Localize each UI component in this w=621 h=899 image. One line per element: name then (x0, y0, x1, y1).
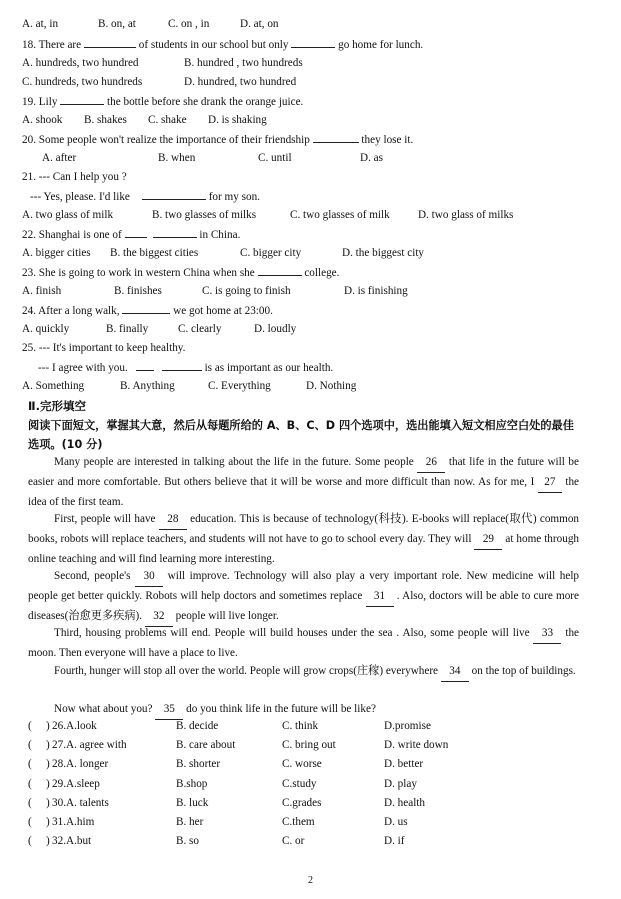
q21-stem: 21. --- Can I help you ? (22, 171, 127, 183)
passage-text: Fourth, hunger will stop all over the world. People will grow crops(庄稼) everywhere (54, 665, 439, 677)
blank-number: 29 (474, 530, 502, 550)
answer-option-b: B. so (176, 835, 200, 848)
blank (162, 360, 202, 371)
q19-option-a: A. shook (22, 114, 63, 126)
passage-text: Third, housing problems will end. People will build houses under the sea . Also, some people will live (54, 627, 530, 639)
passage-paragraph-6 (28, 700, 579, 720)
answer-option-d: D. play (384, 777, 417, 790)
q20-stem (22, 132, 599, 147)
passage-text: Now what about you? (54, 703, 153, 715)
q25-option-b: B. Anything (120, 380, 175, 392)
answer-row (28, 720, 581, 736)
q22-stem (22, 227, 599, 242)
q25-option-a: A. Something (22, 380, 85, 392)
blank (136, 360, 154, 371)
answer-option-d: D. health (384, 796, 426, 809)
answer-option-a: 26.A.look (52, 720, 97, 732)
blank-number: 30 (135, 567, 163, 587)
q20-stem-part: 20. Some people won't realize the importance of their friendship (22, 134, 313, 146)
passage-text: First, people will have (54, 513, 156, 525)
passage-paragraph-3 (28, 567, 579, 627)
q19-options (22, 113, 599, 127)
passage-text: education. This is because of technology(科技). E-books will replace(取代) common books, robots will replace teachers, and students will not have to go to school every day. They will (28, 513, 580, 545)
q24-stem-part: we got home at 23:00. (170, 305, 273, 317)
section-instructions: 阅读下面短文，掌握其大意，然后从每题所给的 A、B、C、D 四个选项中，选出能填入短文相应空白处的最佳选项。(10 分) (28, 419, 574, 451)
answer-option-b: B. her (176, 816, 204, 828)
blank (60, 94, 104, 105)
q21-options (22, 208, 599, 222)
answer-open-bracket: ( (28, 796, 32, 809)
q25-stem-part: is as important as our health. (201, 362, 334, 374)
q20-option-d: D. as (360, 152, 383, 164)
answer-open-bracket: ( (28, 816, 32, 828)
q23-stem (22, 265, 599, 280)
q20-option-b: B. when (158, 152, 196, 164)
answer-open-bracket: ( (28, 777, 32, 790)
answer-option-a: 27.A. agree with (52, 739, 127, 752)
answer-option-b: B. care about (176, 739, 236, 752)
q18-options-row1 (22, 56, 599, 70)
answer-option-c: C. or (282, 835, 305, 848)
q25-option-d: D. Nothing (306, 380, 357, 392)
q23-option-d: D. is finishing (344, 285, 408, 297)
q20-options (22, 151, 599, 165)
answer-row (28, 758, 581, 774)
q25-stem-part: --- I agree with you. (38, 362, 128, 374)
q24-stem-part: 24. After a long walk, (22, 305, 123, 317)
answer-option-b: B.shop (176, 777, 208, 790)
q22-option-b: B. the biggest cities (110, 247, 199, 259)
answer-option-b: B. luck (176, 796, 209, 809)
q23-option-c: C. is going to finish (202, 285, 291, 297)
blank-number: 34 (441, 662, 469, 682)
passage-paragraph-2 (28, 510, 579, 569)
answer-option-b: B. decide (176, 720, 219, 732)
q24-option-c: C. clearly (178, 323, 222, 335)
q20-option-a: A. after (42, 152, 77, 164)
passage-text: . Also, doctors will be able to cure more diseases(治愈更多疾病). (28, 590, 580, 622)
blank (122, 303, 170, 314)
answer-close-bracket: ) (46, 816, 50, 828)
answer-option-d: D. better (384, 758, 424, 771)
q23-option-a: A. finish (22, 285, 62, 297)
answer-row (28, 778, 581, 794)
blank (291, 37, 335, 48)
q19-stem-part: 19. Lily (22, 96, 61, 108)
blank (84, 37, 136, 48)
q18-stem-part: go home for lunch. (335, 39, 424, 51)
answer-option-a: 30.A. talents (52, 796, 109, 809)
answer-option-a: 31.A.him (52, 816, 95, 828)
answer-option-d: D.promise (384, 720, 431, 732)
blank-number: 32 (145, 607, 173, 627)
q19-stem (22, 94, 599, 109)
q25-stem-line2 (38, 360, 599, 375)
q24-option-d: D. loudly (254, 323, 297, 335)
q18-stem-part: 18. There are (22, 39, 84, 51)
answer-option-a: 28.A. longer (52, 758, 109, 771)
answer-option-d: D. if (384, 835, 405, 848)
blank-number: 28 (159, 510, 187, 530)
answer-option-c: C. worse (282, 758, 322, 771)
answer-row (28, 835, 581, 851)
q25-stem: 25. --- It's important to keep healthy. (22, 342, 186, 354)
blank (125, 227, 147, 238)
q22-option-c: C. bigger city (240, 247, 302, 259)
answer-option-a: 29.A.sleep (52, 777, 100, 790)
passage-text: on the top of buildings. (471, 665, 576, 677)
blank-number: 35 (155, 700, 183, 720)
q23-stem-part: college. (301, 267, 340, 279)
q21-stem-part: for my son. (205, 191, 260, 203)
passage-text: Many people are interested in talking about the life in the future. Some people (54, 456, 414, 468)
q18-options-row2 (22, 75, 599, 89)
answer-open-bracket: ( (28, 739, 32, 752)
q19-option-d: D. is shaking (208, 114, 267, 126)
q17-option-c: C. on , in (168, 18, 210, 30)
blank-number: 27 (538, 473, 562, 493)
q21-stem-line2 (30, 189, 599, 204)
q19-stem-part: the bottle before she drank the orange juice. (104, 96, 304, 108)
answer-option-a: 32.A.but (52, 835, 92, 848)
q21-option-d: D. two glass of milks (418, 209, 514, 221)
passage-text: at home through online teaching and will find learning more interesting. (28, 533, 580, 565)
q24-option-b: B. finally (106, 323, 149, 335)
page-number: 2 (308, 875, 313, 886)
answer-open-bracket: ( (28, 720, 32, 732)
blank (153, 227, 197, 238)
q20-stem-part: they lose it. (358, 134, 414, 146)
answer-close-bracket: ) (46, 777, 50, 790)
answer-option-c: C. think (282, 720, 319, 732)
q23-stem-part: 23. She is going to work in western China when she (22, 267, 258, 279)
blank-number: 33 (533, 624, 561, 644)
answer-row (28, 797, 581, 813)
q17-option-d: D. at, on (240, 18, 279, 30)
q21-option-c: C. two glasses of milk (290, 209, 390, 221)
q18-option-c: C. hundreds, two hundreds (22, 76, 143, 88)
passage-text: people will live longer. (175, 610, 279, 622)
q22-option-a: A. bigger cities (22, 247, 91, 259)
passage-paragraph-5 (28, 662, 579, 682)
answer-row (28, 816, 581, 832)
answer-option-c: C.them (282, 816, 315, 828)
q22-option-d: D. the biggest city (342, 247, 425, 259)
q21-option-b: B. two glasses of milks (152, 209, 257, 221)
blank (142, 189, 206, 200)
answer-option-d: D. write down (384, 739, 449, 752)
passage-paragraph-4 (28, 624, 579, 663)
blank (258, 265, 302, 276)
answer-close-bracket: ) (46, 758, 50, 771)
q24-stem (22, 303, 599, 318)
q17-option-a: A. at, in (22, 18, 59, 30)
q24-option-a: A. quickly (22, 323, 70, 335)
answer-option-b: B. shorter (176, 758, 221, 771)
answer-open-bracket: ( (28, 758, 32, 771)
q23-options (22, 284, 599, 298)
answer-close-bracket: ) (46, 739, 50, 752)
passage-text: do you think life in the future will be like? (186, 703, 376, 715)
q22-stem-part: in China. (196, 229, 241, 241)
q21-option-a: A. two glass of milk (22, 209, 114, 221)
q19-option-b: B. shakes (84, 114, 127, 126)
q24-options (22, 322, 599, 336)
q25-option-c: C. Everything (208, 380, 271, 392)
q18-option-d: D. hundred, two hundred (184, 76, 297, 88)
section-title: Ⅱ.完形填空 (28, 399, 86, 413)
answer-option-d: D. us (384, 816, 408, 828)
q18-stem-part: of students in our school but only (135, 39, 292, 51)
answer-open-bracket: ( (28, 835, 32, 848)
answer-option-c: C.study (282, 777, 317, 790)
q23-option-b: B. finishes (114, 285, 162, 297)
q18-stem (22, 37, 599, 52)
q17-options (22, 17, 599, 31)
q18-option-a: A. hundreds, two hundred (22, 57, 139, 69)
passage-text: the idea of the first team. (28, 476, 580, 508)
blank-number: 31 (366, 587, 394, 607)
blank (313, 132, 359, 143)
passage-text: that life in the future will be easier and more comfortable. But others believe that it will be worse and more difficult than now. As for me, I (28, 456, 579, 488)
q22-options (22, 246, 599, 260)
answer-option-c: C. bring out (282, 739, 336, 752)
q17-option-b: B. on, at (98, 18, 136, 30)
answer-close-bracket: ) (46, 835, 50, 848)
q20-option-c: C. until (258, 152, 292, 164)
passage-text: Second, people's (54, 570, 131, 582)
passage-paragraph-1 (28, 453, 579, 512)
answer-option-c: C.grades (282, 796, 322, 809)
answer-row (28, 739, 581, 755)
blank-number: 26 (417, 453, 445, 473)
passage-text: will improve. Technology will also play a very important role. New medicine will help people get better quickly. Robots will help doctors and sometimes replace (28, 570, 580, 602)
answer-close-bracket: ) (46, 796, 50, 809)
q25-options (22, 379, 599, 393)
passage-text: the moon. Then everyone will have a place to live. (28, 627, 580, 659)
answer-close-bracket: ) (46, 720, 50, 732)
q22-stem-part: 22. Shanghai is one of (22, 229, 125, 241)
q18-option-b: B. hundred , two hundreds (184, 57, 303, 69)
q21-stem-part: --- Yes, please. I'd like (30, 191, 130, 203)
q19-option-c: C. shake (148, 114, 187, 126)
